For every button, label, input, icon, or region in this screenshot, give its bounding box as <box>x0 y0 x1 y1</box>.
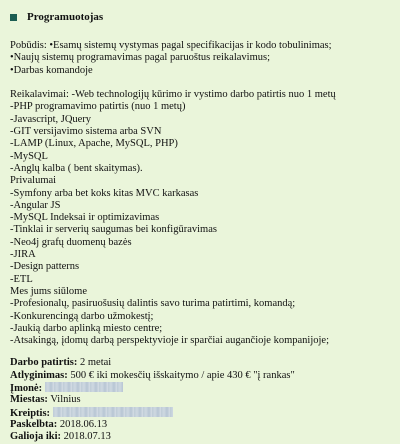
offer-line: -Profesionalų, pasiruošusių dalintis savo turima patirtimi, komandą; <box>10 298 296 310</box>
salary-label: Atlyginimas: <box>10 369 68 381</box>
offer-line: -Jaukią darbo aplinką miesto centre; <box>10 322 163 334</box>
pobudis-section <box>10 40 395 77</box>
spacer <box>10 77 395 89</box>
pobudis-line: •Naujų sistemų programavimas pagal paruoštus reikalavimus; <box>10 52 270 64</box>
advantage-line: -Angular JS <box>10 199 61 211</box>
valid-until-row <box>10 431 395 443</box>
salary-value: 500 € iki mokesčių išskaitymo / apie 430 € "į rankas" <box>67 369 295 381</box>
advantage-line: -MySQL Indeksai ir optimizavimas <box>10 212 160 224</box>
pobudis-line: Pobūdis: •Esamų sistemų vystymas pagal specifikacijas ir kodo tobulinimas; <box>10 40 332 51</box>
redacted-contact <box>53 407 173 417</box>
advantage-line: -Neo4j grafų duomenų bazės <box>10 236 132 248</box>
city-label: Miestas: <box>10 394 48 406</box>
contact-label: Kreiptis: <box>10 407 51 419</box>
city-row <box>10 394 395 406</box>
company-row <box>10 382 395 394</box>
redacted-company <box>45 382 123 392</box>
advantages-heading: Privalumai <box>10 175 57 187</box>
job-description <box>10 40 395 444</box>
offer-heading: Mes jums siūlome <box>10 285 88 297</box>
city-value: Vilnius <box>47 394 81 406</box>
published-value: 2018.06.13 <box>57 418 108 430</box>
offer-line: -Atsakingą, įdomų darbą perspektyvioje ir sparčiai augančioje kompanijoje; <box>10 335 329 347</box>
contact-row <box>10 407 395 419</box>
requirement-line: Reikalavimai: -Web technologijų kūrimo ir vystimo darbo patirtis nuo 1 metų <box>10 89 336 101</box>
job-meta <box>10 357 395 443</box>
requirement-line: -Anglų kalba ( bent skaitymas). <box>10 162 143 174</box>
valid-until-label: Galioja iki: <box>10 431 62 443</box>
requirement-line: -MySQL <box>10 150 48 162</box>
company-label: Įmonė: <box>10 383 43 395</box>
spacer <box>10 347 395 357</box>
advantage-line: -Design patterns <box>10 261 80 273</box>
requirement-line: -Javascript, JQuery <box>10 113 92 125</box>
job-header <box>10 9 103 25</box>
advantage-line: -Symfony arba bet koks kitas MVC karkasas <box>10 187 199 199</box>
advantage-line: -Tinklai ir serverių saugumas bei konfigūravimas <box>10 224 217 236</box>
salary-row <box>10 370 395 382</box>
experience-label: Darbo patirtis: <box>10 357 78 369</box>
job-title: Programuotojas <box>27 11 104 23</box>
experience-value: 2 metai <box>77 357 112 369</box>
experience-row <box>10 357 395 369</box>
advantage-line: -JIRA <box>10 249 36 261</box>
requirement-line: -PHP programavimo patirtis (nuo 1 metų) <box>10 101 186 113</box>
offer-line: -Konkurencingą darbo užmokestį; <box>10 310 154 322</box>
valid-until-value: 2018.07.13 <box>61 431 111 443</box>
published-row <box>10 419 395 431</box>
requirement-line: -LAMP (Linux, Apache, MySQL, PHP) <box>10 138 178 150</box>
pobudis-line: •Darbas komandoje <box>10 64 93 76</box>
square-bullet-icon <box>10 14 17 21</box>
published-label: Paskelbta: <box>10 418 58 430</box>
advantage-line: -ETL <box>10 273 33 285</box>
requirement-line: -GIT versijavimo sistema arba SVN <box>10 126 162 138</box>
requirements-section <box>10 89 395 347</box>
